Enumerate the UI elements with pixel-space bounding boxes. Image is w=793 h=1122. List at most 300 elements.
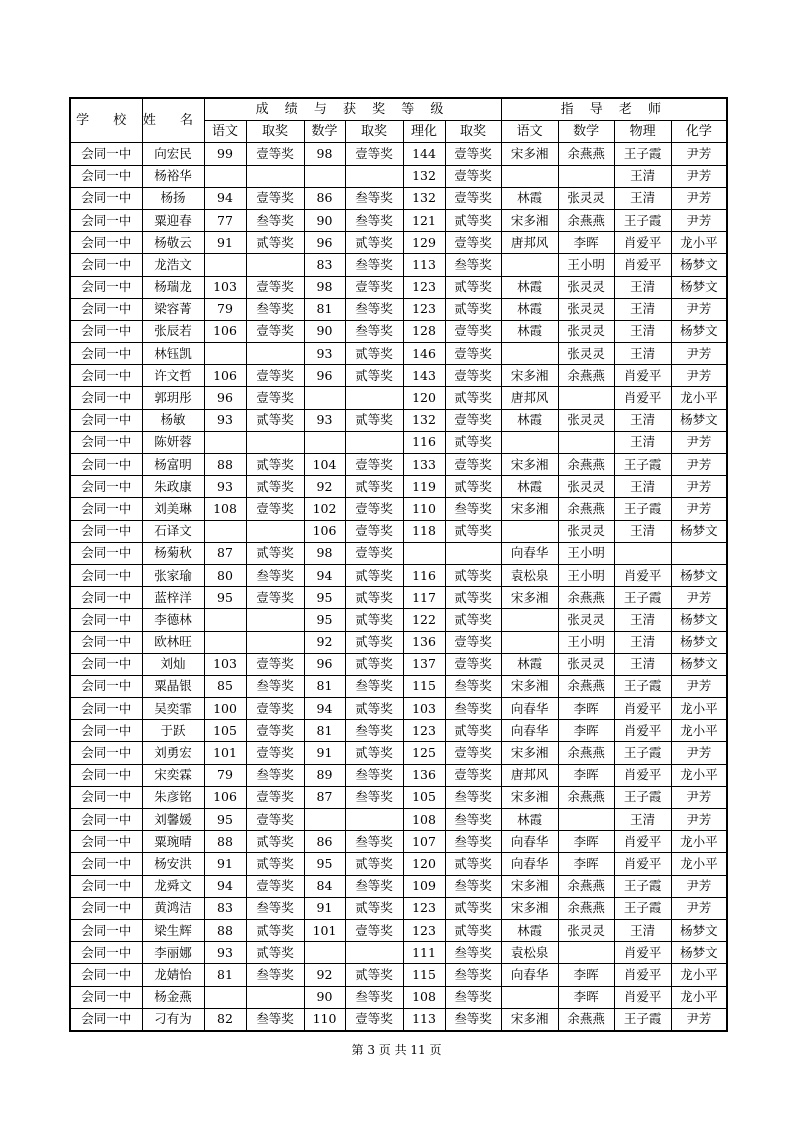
math-award-cell: 叁等奖	[345, 720, 403, 742]
school-cell: 会同一中	[70, 631, 142, 653]
table-row	[70, 897, 727, 919]
chinese-score-cell: 83	[204, 897, 246, 919]
physics-teacher-cell: 王清	[614, 609, 671, 631]
math-score-cell: 93	[304, 409, 345, 431]
science-award-cell: 贰等奖	[445, 387, 501, 409]
table-header	[70, 98, 727, 143]
chemistry-teacher-cell: 龙小平	[671, 720, 727, 742]
chemistry-teacher-cell: 杨梦文	[671, 631, 727, 653]
math-award-cell: 壹等奖	[345, 276, 403, 298]
math-award-cell: 叁等奖	[345, 986, 403, 1008]
chinese-teacher-cell: 向春华	[501, 542, 558, 564]
table-row	[70, 365, 727, 387]
chinese-teacher-cell: 宋多湘	[501, 143, 558, 165]
chinese-teacher-cell: 宋多湘	[501, 675, 558, 697]
physics-teacher-cell: 王子霞	[614, 875, 671, 897]
chinese-score-cell	[204, 986, 246, 1008]
math-award-cell: 叁等奖	[345, 187, 403, 209]
science-score-cell: 107	[403, 831, 445, 853]
science-score-cell: 144	[403, 143, 445, 165]
chemistry-teacher-cell: 杨梦文	[671, 320, 727, 342]
chinese-teacher-cell: 袁松泉	[501, 942, 558, 964]
page-number: 第 3 页 共 11 页	[351, 1043, 442, 1057]
math-score-cell: 89	[304, 764, 345, 786]
math-award-cell: 壹等奖	[345, 1008, 403, 1031]
math-teacher-cell	[558, 165, 614, 187]
math-score-cell: 101	[304, 919, 345, 941]
chinese-score-cell: 91	[204, 232, 246, 254]
table-row	[70, 409, 727, 431]
school-cell: 会同一中	[70, 476, 142, 498]
chinese-score-cell: 79	[204, 764, 246, 786]
chemistry-teacher-cell: 尹芳	[671, 165, 727, 187]
math-award-cell: 壹等奖	[345, 520, 403, 542]
name-cell: 杨富明	[142, 454, 204, 476]
science-award-cell: 贰等奖	[445, 564, 501, 586]
science-score-cell: 125	[403, 742, 445, 764]
physics-teacher-cell: 肖爱平	[614, 720, 671, 742]
chemistry-teacher-cell: 尹芳	[671, 675, 727, 697]
chemistry-teacher-cell: 杨梦文	[671, 409, 727, 431]
chemistry-teacher-cell: 尹芳	[671, 476, 727, 498]
chinese-award-cell: 壹等奖	[246, 786, 304, 808]
table-row	[70, 786, 727, 808]
math-score-cell: 98	[304, 542, 345, 564]
school-cell: 会同一中	[70, 276, 142, 298]
math-teacher-cell: 余燕燕	[558, 209, 614, 231]
math-score-cell: 96	[304, 365, 345, 387]
chemistry-teacher-cell: 杨梦文	[671, 564, 727, 586]
physics-teacher-cell: 肖爱平	[614, 698, 671, 720]
chinese-teacher-cell: 宋多湘	[501, 1008, 558, 1031]
chinese-score-cell	[204, 431, 246, 453]
chinese-score-cell: 88	[204, 831, 246, 853]
chinese-award-cell: 壹等奖	[246, 276, 304, 298]
table-row	[70, 498, 727, 520]
name-cell: 刘灿	[142, 653, 204, 675]
chemistry-teacher-cell: 尹芳	[671, 143, 727, 165]
name-cell: 蓝梓洋	[142, 587, 204, 609]
physics-teacher-cell: 王清	[614, 476, 671, 498]
chinese-award-cell: 壹等奖	[246, 875, 304, 897]
math-award-cell: 贰等奖	[345, 232, 403, 254]
chinese-score-cell: 91	[204, 853, 246, 875]
chinese-teacher-cell	[501, 431, 558, 453]
name-cell: 刁有为	[142, 1008, 204, 1031]
name-cell: 杨瑞龙	[142, 276, 204, 298]
name-cell: 于跃	[142, 720, 204, 742]
science-score-cell: 136	[403, 631, 445, 653]
chemistry-teacher-cell: 尹芳	[671, 786, 727, 808]
chinese-teacher-cell: 宋多湘	[501, 209, 558, 231]
physics-teacher-cell: 肖爱平	[614, 764, 671, 786]
chinese-teacher-cell: 向春华	[501, 831, 558, 853]
school-cell: 会同一中	[70, 875, 142, 897]
chinese-teacher-cell: 林霞	[501, 476, 558, 498]
chemistry-teacher-cell: 尹芳	[671, 742, 727, 764]
name-cell: 陈妍蓉	[142, 431, 204, 453]
science-award-cell: 叁等奖	[445, 875, 501, 897]
physics-teacher-cell: 肖爱平	[614, 942, 671, 964]
chinese-score-cell	[204, 631, 246, 653]
math-score-cell: 102	[304, 498, 345, 520]
name-cell: 黄鸿洁	[142, 897, 204, 919]
science-award-cell: 叁等奖	[445, 809, 501, 831]
chinese-score-cell	[204, 520, 246, 542]
science-score-cell: 132	[403, 165, 445, 187]
physics-teacher-cell: 王清	[614, 631, 671, 653]
school-cell: 会同一中	[70, 387, 142, 409]
science-score-cell: 128	[403, 320, 445, 342]
chinese-score-cell: 93	[204, 942, 246, 964]
chinese-teacher-cell: 宋多湘	[501, 742, 558, 764]
chinese-score-cell: 99	[204, 143, 246, 165]
chinese-award-cell: 壹等奖	[246, 320, 304, 342]
science-award-cell: 壹等奖	[445, 143, 501, 165]
chinese-score-cell: 96	[204, 387, 246, 409]
chemistry-teacher-cell: 龙小平	[671, 986, 727, 1008]
name-cell: 梁容菁	[142, 298, 204, 320]
table-row	[70, 698, 727, 720]
table-row	[70, 720, 727, 742]
name-cell: 刘馨媛	[142, 809, 204, 831]
math-award-cell: 贰等奖	[345, 365, 403, 387]
chinese-teacher-cell: 唐邦风	[501, 764, 558, 786]
science-award-cell: 壹等奖	[445, 409, 501, 431]
math-teacher-cell: 王小明	[558, 542, 614, 564]
chinese-teacher-cell: 林霞	[501, 187, 558, 209]
school-cell: 会同一中	[70, 853, 142, 875]
math-score-cell	[304, 431, 345, 453]
physics-teacher-cell: 肖爱平	[614, 387, 671, 409]
math-score-cell: 96	[304, 653, 345, 675]
school-cell: 会同一中	[70, 698, 142, 720]
school-cell: 会同一中	[70, 1008, 142, 1031]
math-teacher-cell: 张灵灵	[558, 520, 614, 542]
name-cell: 吴奕霏	[142, 698, 204, 720]
physics-teacher-cell: 王子霞	[614, 587, 671, 609]
math-score-cell: 83	[304, 254, 345, 276]
math-award-cell: 叁等奖	[345, 875, 403, 897]
chinese-teacher-cell: 向春华	[501, 964, 558, 986]
name-cell: 欧林旺	[142, 631, 204, 653]
chemistry-teacher-cell	[671, 542, 727, 564]
school-cell: 会同一中	[70, 742, 142, 764]
math-score-cell: 98	[304, 276, 345, 298]
math-teacher-cell: 余燕燕	[558, 365, 614, 387]
chinese-award-cell	[246, 609, 304, 631]
math-award-cell: 贰等奖	[345, 587, 403, 609]
science-score-cell: 118	[403, 520, 445, 542]
school-cell: 会同一中	[70, 764, 142, 786]
math-teacher-cell: 张灵灵	[558, 919, 614, 941]
name-cell: 龙浩文	[142, 254, 204, 276]
chinese-score-cell: 87	[204, 542, 246, 564]
table-row	[70, 675, 727, 697]
name-cell: 向宏民	[142, 143, 204, 165]
table-row	[70, 187, 727, 209]
science-score-cell: 132	[403, 187, 445, 209]
table-row	[70, 631, 727, 653]
math-teacher-cell: 余燕燕	[558, 454, 614, 476]
chinese-score-cell	[204, 254, 246, 276]
math-teacher-cell: 李晖	[558, 720, 614, 742]
table-row	[70, 254, 727, 276]
chinese-award-cell	[246, 165, 304, 187]
school-cell: 会同一中	[70, 232, 142, 254]
chinese-award-cell: 壹等奖	[246, 498, 304, 520]
science-score-cell: 113	[403, 254, 445, 276]
math-score-cell: 91	[304, 897, 345, 919]
math-teacher-cell: 张灵灵	[558, 409, 614, 431]
math-award-cell: 贰等奖	[345, 409, 403, 431]
chemistry-teacher-cell: 龙小平	[671, 764, 727, 786]
score-table	[69, 97, 728, 1032]
chinese-score-cell: 106	[204, 786, 246, 808]
name-cell: 朱政康	[142, 476, 204, 498]
physics-teacher-cell: 肖爱平	[614, 964, 671, 986]
math-score-cell: 106	[304, 520, 345, 542]
chinese-teacher-cell: 向春华	[501, 853, 558, 875]
name-cell: 朱彦铭	[142, 786, 204, 808]
science-award-cell: 壹等奖	[445, 165, 501, 187]
table-row	[70, 942, 727, 964]
math-teacher-cell: 余燕燕	[558, 587, 614, 609]
physics-teacher-cell: 王子霞	[614, 786, 671, 808]
chinese-teacher-cell: 宋多湘	[501, 897, 558, 919]
name-cell: 石译文	[142, 520, 204, 542]
table-row	[70, 298, 727, 320]
name-cell: 杨裕华	[142, 165, 204, 187]
math-score-cell: 81	[304, 675, 345, 697]
physics-teacher-cell: 王子霞	[614, 209, 671, 231]
math-score-cell: 104	[304, 454, 345, 476]
chinese-award-cell: 壹等奖	[246, 698, 304, 720]
science-score-cell: 110	[403, 498, 445, 520]
math-score-cell: 93	[304, 343, 345, 365]
science-award-cell: 壹等奖	[445, 365, 501, 387]
math-award-cell: 叁等奖	[345, 675, 403, 697]
math-award-cell: 贰等奖	[345, 631, 403, 653]
math-award-cell: 壹等奖	[345, 143, 403, 165]
chinese-score-cell: 95	[204, 809, 246, 831]
table-row	[70, 1008, 727, 1031]
science-award-cell: 叁等奖	[445, 698, 501, 720]
chinese-score-cell: 106	[204, 365, 246, 387]
chinese-teacher-cell: 宋多湘	[501, 786, 558, 808]
math-teacher-cell	[558, 387, 614, 409]
math-score-header: 数学	[304, 121, 345, 143]
science-score-cell: 121	[403, 209, 445, 231]
chinese-teacher-cell: 宋多湘	[501, 365, 558, 387]
science-award-cell: 贰等奖	[445, 853, 501, 875]
physics-teacher-cell: 肖爱平	[614, 986, 671, 1008]
chemistry-teacher-cell: 龙小平	[671, 232, 727, 254]
chinese-award-cell: 壹等奖	[246, 387, 304, 409]
science-score-cell: 137	[403, 653, 445, 675]
school-cell: 会同一中	[70, 919, 142, 941]
scores-group-header: 成 绩 与 获 奖 等 级	[204, 98, 501, 121]
school-cell: 会同一中	[70, 986, 142, 1008]
chemistry-teacher-cell: 龙小平	[671, 831, 727, 853]
chinese-score-cell: 94	[204, 187, 246, 209]
school-cell: 会同一中	[70, 254, 142, 276]
name-cell: 杨菊秋	[142, 542, 204, 564]
science-award-cell	[445, 542, 501, 564]
math-award-cell: 贰等奖	[345, 476, 403, 498]
science-award-cell: 叁等奖	[445, 942, 501, 964]
chinese-score-cell: 88	[204, 454, 246, 476]
chinese-score-cell	[204, 165, 246, 187]
name-cell: 许文哲	[142, 365, 204, 387]
chemistry-teacher-cell: 杨梦文	[671, 653, 727, 675]
physics-teacher-cell: 王清	[614, 809, 671, 831]
chinese-score-cell	[204, 343, 246, 365]
chinese-teacher-cell: 向春华	[501, 720, 558, 742]
table-row	[70, 209, 727, 231]
science-score-cell: 108	[403, 809, 445, 831]
chemistry-teacher-cell: 尹芳	[671, 498, 727, 520]
math-award-header: 取奖	[345, 121, 403, 143]
chinese-score-cell: 88	[204, 919, 246, 941]
science-award-cell: 叁等奖	[445, 1008, 501, 1031]
science-score-header: 理化	[403, 121, 445, 143]
chinese-award-cell: 叁等奖	[246, 209, 304, 231]
chemistry-teacher-cell: 杨梦文	[671, 919, 727, 941]
chemistry-teacher-cell: 杨梦文	[671, 276, 727, 298]
math-teacher-cell: 张灵灵	[558, 276, 614, 298]
math-teacher-cell: 张灵灵	[558, 320, 614, 342]
school-cell: 会同一中	[70, 520, 142, 542]
science-score-cell: 123	[403, 720, 445, 742]
school-cell: 会同一中	[70, 675, 142, 697]
table-row	[70, 476, 727, 498]
science-award-cell: 叁等奖	[445, 986, 501, 1008]
school-cell: 会同一中	[70, 143, 142, 165]
physics-teacher-cell: 肖爱平	[614, 254, 671, 276]
table-row	[70, 964, 727, 986]
name-cell: 林钰凯	[142, 343, 204, 365]
science-award-cell: 贰等奖	[445, 720, 501, 742]
math-award-cell: 壹等奖	[345, 919, 403, 941]
science-score-cell: 111	[403, 942, 445, 964]
math-teacher-cell: 余燕燕	[558, 786, 614, 808]
math-award-cell: 贰等奖	[345, 698, 403, 720]
chinese-award-cell: 叁等奖	[246, 298, 304, 320]
chinese-award-cell: 叁等奖	[246, 764, 304, 786]
math-teacher-cell: 李晖	[558, 853, 614, 875]
chinese-score-cell: 80	[204, 564, 246, 586]
chinese-score-cell: 79	[204, 298, 246, 320]
math-teacher-cell: 余燕燕	[558, 742, 614, 764]
table-row	[70, 454, 727, 476]
chinese-teacher-cell: 唐邦风	[501, 232, 558, 254]
physics-teacher-cell: 王清	[614, 409, 671, 431]
table-row	[70, 387, 727, 409]
math-teacher-cell: 李晖	[558, 831, 614, 853]
science-award-cell: 壹等奖	[445, 232, 501, 254]
chinese-score-cell: 105	[204, 720, 246, 742]
math-teacher-cell: 张灵灵	[558, 609, 614, 631]
chinese-award-cell: 贰等奖	[246, 919, 304, 941]
chemistry-teacher-cell: 杨梦文	[671, 609, 727, 631]
math-teacher-cell: 李晖	[558, 698, 614, 720]
math-score-cell: 95	[304, 609, 345, 631]
science-score-cell: 123	[403, 298, 445, 320]
chinese-teacher-cell: 宋多湘	[501, 454, 558, 476]
chinese-award-cell	[246, 254, 304, 276]
physics-teacher-cell: 肖爱平	[614, 853, 671, 875]
science-award-header: 取奖	[445, 121, 501, 143]
science-award-cell: 贰等奖	[445, 476, 501, 498]
math-award-cell	[345, 387, 403, 409]
chinese-award-cell: 壹等奖	[246, 809, 304, 831]
chemistry-teacher-cell: 龙小平	[671, 853, 727, 875]
name-cell: 龙婧怡	[142, 964, 204, 986]
table-row	[70, 542, 727, 564]
math-score-cell: 91	[304, 742, 345, 764]
science-award-cell: 壹等奖	[445, 653, 501, 675]
math-score-cell: 86	[304, 831, 345, 853]
chemistry-teacher-cell: 尹芳	[671, 454, 727, 476]
chinese-teacher-cell	[501, 609, 558, 631]
chinese-teacher-cell: 林霞	[501, 809, 558, 831]
chemistry-teacher-cell: 杨梦文	[671, 942, 727, 964]
school-cell: 会同一中	[70, 653, 142, 675]
chinese-score-cell: 95	[204, 587, 246, 609]
math-award-cell: 贰等奖	[345, 564, 403, 586]
math-score-cell: 81	[304, 298, 345, 320]
science-score-cell: 116	[403, 431, 445, 453]
school-cell: 会同一中	[70, 298, 142, 320]
math-score-cell: 110	[304, 1008, 345, 1031]
science-score-cell: 132	[403, 409, 445, 431]
science-award-cell: 贰等奖	[445, 431, 501, 453]
math-award-cell: 叁等奖	[345, 209, 403, 231]
physics-teacher-cell: 王清	[614, 653, 671, 675]
table-row	[70, 587, 727, 609]
physics-teacher-cell: 肖爱平	[614, 831, 671, 853]
chinese-teacher-cell: 林霞	[501, 919, 558, 941]
math-award-cell: 壹等奖	[345, 542, 403, 564]
chinese-award-cell	[246, 343, 304, 365]
chinese-award-cell	[246, 520, 304, 542]
table-row	[70, 431, 727, 453]
table-row	[70, 831, 727, 853]
chinese-award-cell: 贰等奖	[246, 409, 304, 431]
math-award-cell: 贰等奖	[345, 343, 403, 365]
math-score-cell	[304, 165, 345, 187]
science-score-cell: 133	[403, 454, 445, 476]
math-teacher-cell: 王小明	[558, 564, 614, 586]
science-score-cell: 103	[403, 698, 445, 720]
science-award-cell: 壹等奖	[445, 343, 501, 365]
math-award-cell: 贰等奖	[345, 742, 403, 764]
science-score-cell: 109	[403, 875, 445, 897]
chemistry-teacher-cell: 龙小平	[671, 698, 727, 720]
table-row	[70, 764, 727, 786]
school-cell: 会同一中	[70, 165, 142, 187]
chinese-award-cell	[246, 986, 304, 1008]
chemistry-teacher-cell: 尹芳	[671, 209, 727, 231]
table-row	[70, 165, 727, 187]
science-award-cell: 壹等奖	[445, 187, 501, 209]
chinese-score-cell: 93	[204, 409, 246, 431]
physics-teacher-cell	[614, 542, 671, 564]
math-award-cell: 叁等奖	[345, 298, 403, 320]
chemistry-teacher-cell: 杨梦文	[671, 254, 727, 276]
name-cell: 宋奕霖	[142, 764, 204, 786]
